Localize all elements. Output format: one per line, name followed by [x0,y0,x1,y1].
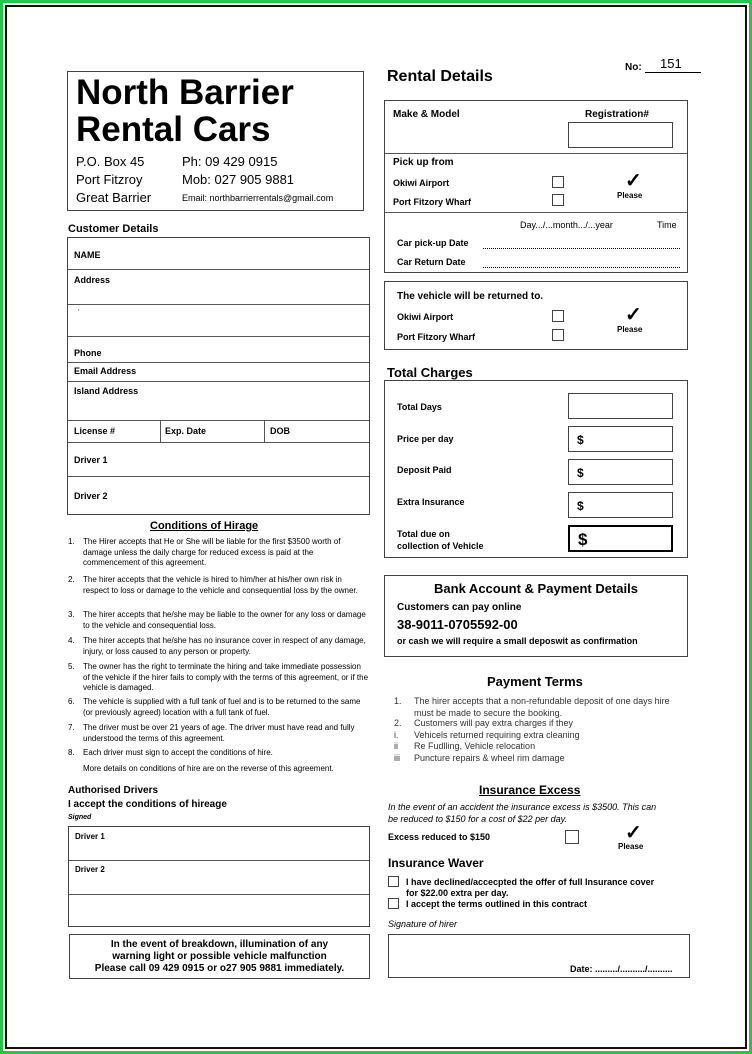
pickup-okiwi-checkbox[interactable] [552,176,564,188]
bank-line1: Customers can pay online [397,602,522,613]
excess-please-label: Please [618,842,644,851]
waver-option2-checkbox[interactable] [388,898,399,909]
payment-term-text: Customers will pay extra charges if they [414,718,574,728]
waver-option1-line2: for $22.00 extra per day. [406,888,509,898]
condition-number: 4. [68,636,75,645]
bank-details-box [384,575,688,657]
price-per-day-label: Price per day [397,434,454,444]
breakdown-line1: In the event of breakdown, illumination of any [110,939,329,950]
company-address-1: P.O. Box 45 [76,154,145,169]
payment-term-number: 1. [394,696,402,706]
condition-text: The vehicle is supplied with a full tank of fuel and is to be returned to the same (or previously agreed) location with a full tank of fuel. [83,697,361,717]
address-label: Address [74,275,111,285]
row-divider [68,476,369,477]
company-address-2: Port Fitzroy [76,172,143,187]
deposit-input[interactable] [568,459,673,485]
company-name-line1: North Barrier [76,73,294,112]
condition-text: The owner has the right to terminate the hiring and take immediate possession of the vehicle if the hirer fails to comply with the terms of this agreement, or if the vehicle is damaged. [83,662,369,692]
time-hint: Time [657,220,677,230]
pickup-okiwi-label: Okiwi Airport [393,178,450,188]
condition-number: 7. [68,723,75,732]
waver-option1-checkbox[interactable] [388,876,399,887]
form-number-value: 151 [660,56,682,71]
price-per-day-input[interactable] [568,426,673,452]
payment-term-number: ii [394,741,398,751]
extra-insurance-input[interactable] [568,492,673,518]
currency-symbol: $ [578,530,588,549]
company-name-line2: Rental Cars [76,110,271,149]
return-date-field[interactable] [483,267,680,268]
rental-details-title: Rental Details [387,68,493,85]
sign-driver2-label: Driver 2 [75,865,105,874]
return-okiwi-checkbox[interactable] [552,310,564,322]
checkmark-icon: ✓ [625,822,642,844]
payment-term-number: iii [394,753,400,763]
payment-term-number: 2. [394,718,402,728]
payment-term-text: Re Fudlling, Vehicle relocation [414,741,536,751]
dob-label: DOB [270,426,290,436]
form-number-line [645,72,701,73]
registration-input[interactable] [568,122,673,148]
condition-number: 5. [68,662,75,671]
customer-details-title: Customer Details [68,223,159,235]
driver2-label: Driver 2 [74,491,108,501]
return-please-label: Please [617,325,643,334]
payment-term-text: Vehicels returned requiring extra cleaning [414,730,580,740]
row-divider [68,420,369,421]
condition-number: 2. [68,575,75,584]
accept-conditions-text: I accept the conditions of hireage [68,799,227,810]
payment-term-text: must be made to secure the booking. [414,708,563,718]
total-charges-box [384,380,688,558]
col-divider [160,420,161,442]
signature-box[interactable] [388,934,690,978]
condition-number: 8. [68,748,75,757]
condition-text: The Hirer accepts that He or She will be liable for the first $3500 worth of damage unless the daily charge for reduced excess is paid at the commencement of this agreement. [83,537,341,567]
return-date-label: Car Return Date [397,257,466,267]
payment-term-text: The hirer accepts that a non-refundable deposit of one days hire [414,696,670,706]
return-okiwi-label: Okiwi Airport [397,312,454,322]
row-divider [385,212,687,213]
sign-driver1-label: Driver 1 [75,832,105,841]
return-fitzroy-checkbox[interactable] [552,329,564,341]
email-label: Email Address [74,366,137,376]
insurance-excess-title: Insurance Excess [479,783,581,797]
breakdown-line3: Please call 09 429 0915 or o27 905 9881 immediately. [94,963,345,974]
rental-details-box [384,100,688,273]
payment-terms-title: Payment Terms [487,674,583,689]
total-days-label: Total Days [397,402,442,412]
bank-line3: or cash we will require a small deposwit as confirmation [397,636,638,646]
deposit-label: Deposit Paid [397,465,452,475]
payment-term-number: i. [394,730,399,740]
license-label: License # [74,426,116,436]
total-due-label-1: Total due on [397,529,450,539]
condition-number: 3. [68,610,75,619]
currency-symbol: $ [577,433,584,447]
signed-label: Signed [68,814,92,821]
currency-symbol: $ [577,466,584,480]
extra-insurance-label: Extra Insurance [397,497,465,507]
waver-option1-line1: I have declined/accecpted the offer of full Insurance cover [406,877,655,887]
address-mark: ' [78,308,80,317]
pickup-please-label: Please [617,191,643,200]
currency-symbol: $ [577,499,584,513]
bank-title: Bank Account & Payment Details [434,581,638,596]
bank-account-number: 38-9011-0705592-00 [397,617,518,632]
insurance-text1: In the event of an accident the insurance excess is $3500. This can [388,802,657,812]
row-divider [68,336,369,337]
phone-label: Phone [74,348,102,358]
row-divider [69,894,369,895]
excess-reduced-label: Excess reduced to $150 [388,832,491,842]
island-address-label: Island Address [74,386,139,396]
row-divider [68,442,369,443]
date-format-hint: Day.../...month.../...year [520,220,613,230]
company-box [67,71,364,211]
company-address-3: Great Barrier [76,190,152,205]
total-days-input[interactable] [568,393,673,419]
conditions-title: Conditions of Hirage [150,520,259,532]
col-divider [264,420,265,442]
pickup-fitzroy-checkbox[interactable] [552,194,564,206]
pickup-fitzroy-label: Port Fitzory Wharf [393,197,471,207]
return-fitzroy-label: Port Fitzory Wharf [397,332,475,342]
row-divider [68,269,369,270]
pickup-date-label: Car pick-up Date [397,238,469,248]
insurance-waver-title: Insurance Waver [388,856,484,870]
condition-text: The driver must be over 21 years of age. The driver must have read and fully understood the terms of this agreement. [83,723,355,743]
total-due-label-2: collection of Vehicle [397,541,484,551]
signature-label: Signature of hirer [388,919,458,929]
exp-date-label: Exp. Date [165,426,207,436]
breakdown-box [69,934,370,979]
company-phone: Ph: 09 429 0915 [182,154,278,169]
company-email: Email: northbarrierrentals@gmail.com [182,193,334,203]
signature-date: Date: ........./........../.......... [570,964,673,974]
condition-text: The hirer accepts that the vehicle is hired to him/her at his/her own risk in respect to loss or damage to the vehicle and consequential loss by the owner. [83,575,358,595]
pickup-date-field[interactable] [483,248,680,249]
waver-option2-label: I accept the terms outlined in this contract [406,899,588,909]
make-model-label: Make & Model [393,109,460,120]
total-due-input[interactable] [568,525,673,552]
condition-number: 1. [68,537,75,546]
row-divider [385,153,687,154]
checkmark-icon: ✓ [625,304,642,326]
return-location-box [384,281,688,350]
row-divider [68,381,369,382]
registration-label: Registration# [585,109,649,120]
payment-term-text: Puncture repairs & wheel rim damage [414,753,565,763]
condition-number: 6. [68,697,75,706]
total-charges-title: Total Charges [387,365,473,380]
customer-details-box [67,237,370,515]
row-divider [68,304,369,305]
driver-signature-box [68,826,370,927]
driver1-label: Driver 1 [74,455,108,465]
excess-reduced-checkbox[interactable] [565,830,579,844]
authorised-drivers-title: Authorised Drivers [68,785,159,796]
company-mobile: Mob: 027 905 9881 [182,172,295,187]
return-title: The vehicle will be returned to. [397,291,544,302]
insurance-text2: be reduced to $150 for a cost of $22 per day. [388,814,567,824]
row-divider [69,860,369,861]
condition-text: The hirer accepts that he/she may be liable to the owner for any loss or damage to the vehicle and consequential loss. [83,610,366,630]
checkmark-icon: ✓ [625,170,642,192]
row-divider [68,362,369,363]
condition-text: The hirer accepts that he/she has no insurance cover in respect of any damage, injury, or loss caused to any person or property. [83,636,366,656]
condition-text: Each driver must sign to accept the conditions of hire. [83,748,273,757]
conditions-more-details: More details on conditions of hire are on the reverse of this agreement. [83,764,334,773]
breakdown-line2: warning light or possible vehicle malfunction [112,951,327,962]
form-number-label: No: [625,62,642,73]
name-label: NAME [74,250,101,260]
pickup-from-label: Pick up from [393,157,454,168]
